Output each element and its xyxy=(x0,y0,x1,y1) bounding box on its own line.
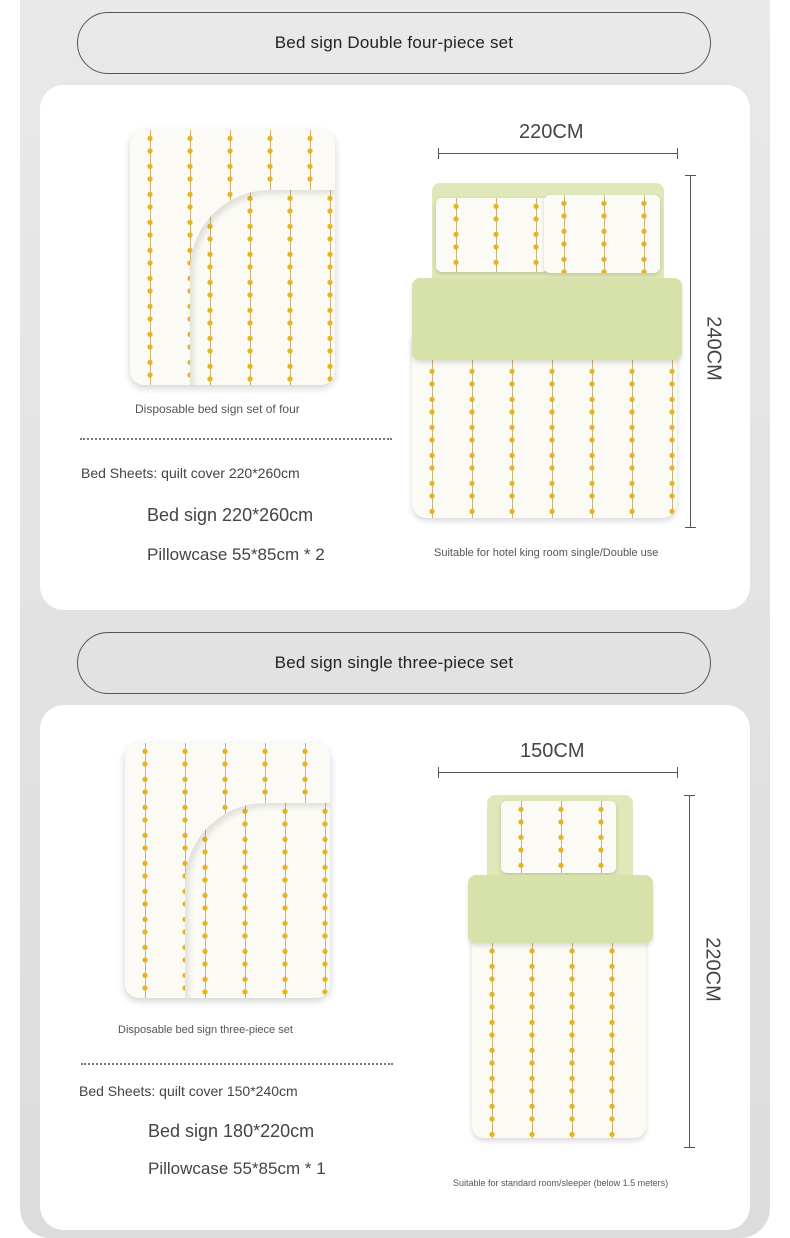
duvet-fold xyxy=(412,278,682,360)
double-set-header: Bed sign Double four-piece set xyxy=(77,12,711,74)
pillow-right xyxy=(544,195,660,273)
spec-bed-sign: Bed sign 220*260cm xyxy=(147,505,314,525)
duvet-cover xyxy=(412,335,677,518)
usage-note: Suitable for hotel king room single/Double use xyxy=(434,547,659,559)
width-dimension-line xyxy=(438,772,678,773)
usage-note: Suitable for standard room/sleeper (below 1.5 meters) xyxy=(453,1178,669,1188)
length-dimension-line xyxy=(689,795,690,1148)
spec-sheets: Bed Sheets: quilt cover 220*260cm xyxy=(81,465,300,481)
sheet-caption: Disposable bed sign three-piece set xyxy=(118,1024,293,1036)
sheet-caption: Disposable bed sign set of four xyxy=(135,402,300,416)
fitted-sheet-image xyxy=(125,743,330,998)
width-dimension-line xyxy=(438,153,678,154)
single-set-header: Bed sign single three-piece set xyxy=(77,632,711,694)
fitted-sheet-corner xyxy=(185,803,330,998)
spec-pillowcase: Pillowcase 55*85cm * 2 xyxy=(147,545,325,564)
length-label: 220CM xyxy=(701,937,724,1002)
length-dimension-line xyxy=(690,175,691,528)
length-label: 240CM xyxy=(702,316,725,381)
pillow xyxy=(501,801,616,873)
spec-bed-sign: Bed sign 180*220cm xyxy=(148,1121,315,1141)
double-set-card xyxy=(40,85,750,610)
spec-sheets: Bed Sheets: quilt cover 150*240cm xyxy=(79,1083,298,1099)
divider xyxy=(80,438,392,440)
duvet-cover xyxy=(472,930,646,1138)
spec-pillowcase: Pillowcase 55*85cm * 1 xyxy=(148,1159,326,1178)
width-label: 220CM xyxy=(519,121,584,143)
fitted-sheet-corner xyxy=(190,190,335,385)
duvet-fold xyxy=(468,875,653,943)
fitted-sheet-image xyxy=(130,130,335,385)
width-label: 150CM xyxy=(520,740,585,762)
pillow-left xyxy=(436,198,548,272)
single-set-card xyxy=(40,705,750,1230)
divider xyxy=(81,1063,393,1065)
